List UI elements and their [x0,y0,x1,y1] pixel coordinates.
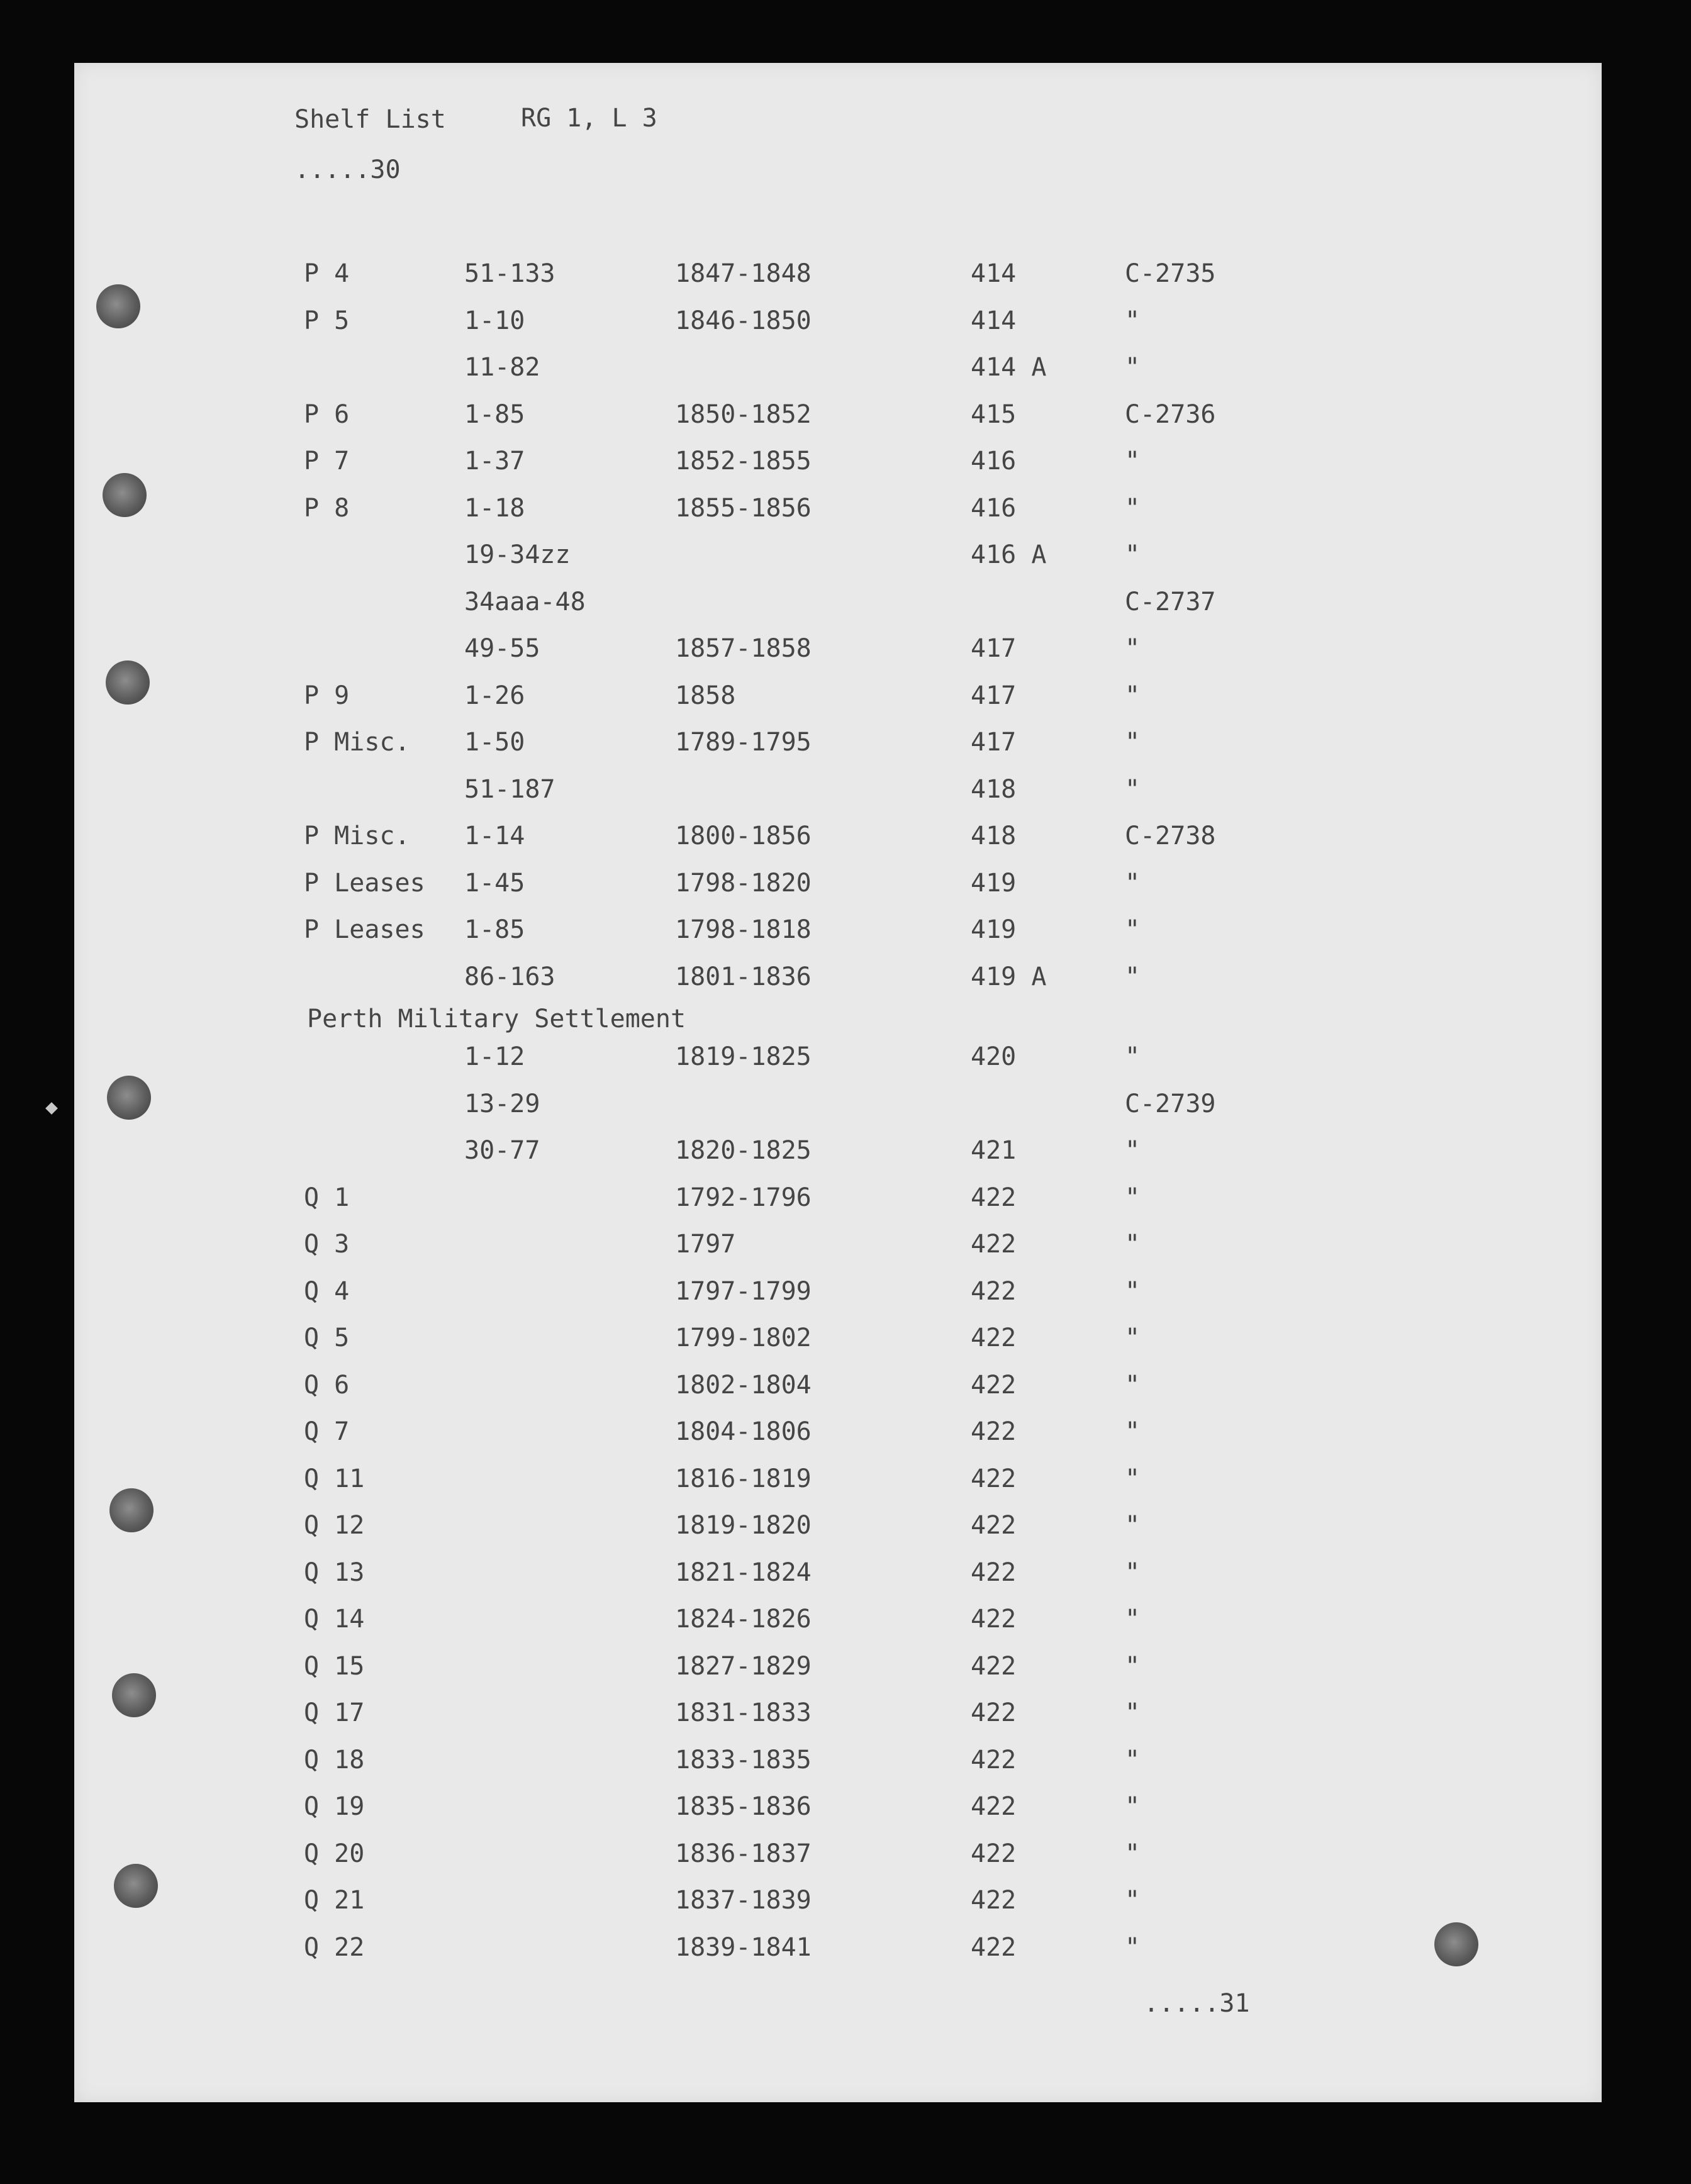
table-cell-c4: 422 [971,1932,1017,1962]
table-cell-c3: 1799-1802 [675,1323,812,1352]
table-cell-c3: 1792-1796 [675,1183,812,1212]
table-cell-c5: " [1125,1276,1141,1306]
table-cell-c1: Q 12 [304,1511,365,1540]
table-cell-c5: C-2738 [1125,822,1216,850]
document-title: Shelf List [294,105,446,134]
table-cell-c2: 1-45 [464,868,525,898]
table-cell-c5: " [1125,447,1141,476]
table-cell-c4: 422 [971,1651,1017,1681]
table-cell-c4: 422 [971,1323,1017,1352]
table-cell-c4: 417 [971,634,1017,663]
table-cell-c3: 1827-1829 [675,1651,812,1681]
table-cell-c3: 1824-1826 [675,1605,812,1634]
table-cell-c4: 414 A [971,353,1047,382]
table-cell-c4: 422 [971,1183,1017,1212]
table-cell-c3: 1855-1856 [675,493,812,523]
table-cell-c5: " [1125,306,1141,335]
section-heading: Perth Military Settlement [307,1005,686,1034]
table-cell-c1: Q 6 [304,1370,350,1400]
table-cell-c1: P 9 [304,681,350,710]
table-cell-c4: 414 [971,306,1017,335]
table-cell-c1: Q 15 [304,1651,365,1681]
table-cell-c2: 34aaa-48 [464,587,586,616]
table-cell-c4: 418 [971,822,1017,850]
table-cell-c5: " [1125,681,1141,710]
table-cell-c3: 1846-1850 [675,306,812,335]
table-cell-c1: Q 7 [304,1417,350,1446]
continued-to-page: .....31 [1144,1989,1250,2018]
table-cell-c5: " [1125,868,1141,898]
table-cell-c2: 1-50 [464,728,525,757]
table-cell-c2: 1-14 [464,822,525,850]
table-cell-c1: Q 14 [304,1605,365,1634]
table-cell-c5: " [1125,1839,1141,1868]
table-cell-c4: 422 [971,1370,1017,1400]
table-cell-c1: Q 20 [304,1839,365,1868]
table-cell-c3: 1797 [675,1230,736,1259]
table-cell-c5: " [1125,774,1141,804]
table-cell-c1: P 8 [304,493,350,523]
table-cell-c1: P 4 [304,259,350,288]
punch-hole [1434,1922,1478,1966]
table-cell-c5: " [1125,1370,1141,1400]
table-cell-c3: 1802-1804 [675,1370,812,1400]
table-cell-c5: " [1125,1698,1141,1727]
table-cell-c2: 49-55 [464,634,540,663]
table-cell-c5: " [1125,1745,1141,1774]
table-cell-c4: 420 [971,1042,1017,1071]
table-cell-c4: 422 [971,1605,1017,1634]
table-cell-c3: 1801-1836 [675,962,812,991]
table-cell-c3: 1821-1824 [675,1557,812,1587]
punch-hole [96,284,140,328]
table-cell-c4: 416 A [971,540,1047,569]
table-cell-c4: 422 [971,1698,1017,1727]
table-cell-c3: 1847-1848 [675,259,812,288]
continued-from-page: .....30 [294,155,401,184]
table-cell-c1: Q 5 [304,1323,350,1352]
scan-mark [45,1102,58,1115]
table-cell-c4: 422 [971,1557,1017,1587]
table-cell-c5: " [1125,1464,1141,1493]
table-cell-c5: " [1125,1932,1141,1962]
table-cell-c1: Q 18 [304,1745,365,1774]
punch-hole [114,1864,158,1908]
table-cell-c1: Q 19 [304,1792,365,1821]
table-cell-c1: P 5 [304,306,350,335]
table-cell-c2: 51-133 [464,259,555,288]
table-cell-c5: " [1125,540,1141,569]
table-cell-c2: 19-34zz [464,540,571,569]
table-cell-c3: 1816-1819 [675,1464,812,1493]
record-group-reference: RG 1, L 3 [521,104,657,133]
table-cell-c1: Q 22 [304,1932,365,1962]
table-cell-c5: " [1125,1230,1141,1259]
table-cell-c5: C-2737 [1125,587,1216,616]
table-cell-c4: 421 [971,1136,1017,1165]
table-cell-c3: 1837-1839 [675,1886,812,1915]
table-cell-c3: 1819-1820 [675,1511,812,1540]
table-cell-c1: Q 13 [304,1557,365,1587]
table-cell-c5: " [1125,1511,1141,1540]
table-cell-c3: 1804-1806 [675,1417,812,1446]
punch-hole [106,660,150,705]
table-cell-c3: 1852-1855 [675,447,812,476]
table-cell-c3: 1858 [675,681,736,710]
table-cell-c5: C-2739 [1125,1089,1216,1118]
table-cell-c2: 1-18 [464,493,525,523]
table-cell-c2: 11-82 [464,353,540,382]
table-cell-c2: 1-85 [464,399,525,429]
table-cell-c3: 1850-1852 [675,399,812,429]
table-cell-c4: 422 [971,1276,1017,1306]
table-cell-c2: 13-29 [464,1089,540,1118]
table-cell-c5: C-2736 [1125,399,1216,429]
table-cell-c3: 1797-1799 [675,1276,812,1306]
table-cell-c1: Q 21 [304,1886,365,1915]
table-cell-c3: 1820-1825 [675,1136,812,1165]
table-cell-c3: 1798-1820 [675,868,812,898]
table-cell-c5: " [1125,962,1141,991]
table-cell-c4: 422 [971,1417,1017,1446]
table-cell-c1: P 6 [304,399,350,429]
table-cell-c3: 1836-1837 [675,1839,812,1868]
table-cell-c4: 414 [971,259,1017,288]
table-cell-c4: 422 [971,1792,1017,1821]
table-cell-c4: 422 [971,1839,1017,1868]
punch-hole [103,473,147,517]
table-cell-c2: 1-37 [464,447,525,476]
table-cell-c1: Q 3 [304,1230,350,1259]
table-cell-c1: Q 1 [304,1183,350,1212]
table-cell-c1: Q 17 [304,1698,365,1727]
table-cell-c1: P Misc. [304,822,410,850]
table-cell-c4: 418 [971,774,1017,804]
table-cell-c5: " [1125,1136,1141,1165]
table-cell-c4: 422 [971,1464,1017,1493]
table-cell-c4: 416 [971,447,1017,476]
table-cell-c1: P Leases [304,868,425,898]
table-cell-c3: 1831-1833 [675,1698,812,1727]
table-cell-c3: 1835-1836 [675,1792,812,1821]
table-cell-c5: " [1125,1417,1141,1446]
table-cell-c5: " [1125,728,1141,757]
table-cell-c3: 1798-1818 [675,915,812,944]
table-cell-c5: " [1125,634,1141,663]
table-cell-c2: 1-12 [464,1042,525,1071]
table-cell-c3: 1800-1856 [675,822,812,850]
table-cell-c5: " [1125,493,1141,523]
table-cell-c5: " [1125,1557,1141,1587]
table-cell-c4: 417 [971,681,1017,710]
table-cell-c4: 422 [971,1745,1017,1774]
table-cell-c3: 1819-1825 [675,1042,812,1071]
table-cell-c4: 415 [971,399,1017,429]
table-cell-c5: " [1125,1183,1141,1212]
table-cell-c5: " [1125,915,1141,944]
table-cell-c3: 1857-1858 [675,634,812,663]
table-cell-c5: " [1125,1042,1141,1071]
table-cell-c4: 422 [971,1511,1017,1540]
table-cell-c1: P Misc. [304,728,410,757]
table-cell-c4: 422 [971,1886,1017,1915]
table-cell-c4: 419 [971,915,1017,944]
table-cell-c2: 51-187 [464,774,555,804]
table-cell-c4: 416 [971,493,1017,523]
table-cell-c4: 419 A [971,962,1047,991]
table-cell-c2: 86-163 [464,962,555,991]
table-cell-c1: Q 4 [304,1276,350,1306]
table-cell-c5: C-2735 [1125,259,1216,288]
table-cell-c5: " [1125,1886,1141,1915]
punch-hole [109,1488,153,1532]
table-cell-c5: " [1125,1605,1141,1634]
table-cell-c1: P Leases [304,915,425,944]
document-page [74,63,1602,2102]
table-cell-c5: " [1125,353,1141,382]
table-cell-c5: " [1125,1323,1141,1352]
table-cell-c4: 419 [971,868,1017,898]
table-cell-c4: 422 [971,1230,1017,1259]
table-cell-c4: 417 [971,728,1017,757]
table-cell-c3: 1789-1795 [675,728,812,757]
table-cell-c2: 1-10 [464,306,525,335]
table-cell-c1: Q 11 [304,1464,365,1493]
table-cell-c2: 30-77 [464,1136,540,1165]
table-cell-c1: P 7 [304,447,350,476]
punch-hole [107,1076,151,1120]
table-cell-c5: " [1125,1792,1141,1821]
table-cell-c3: 1839-1841 [675,1932,812,1962]
table-cell-c3: 1833-1835 [675,1745,812,1774]
punch-hole [112,1673,156,1717]
table-cell-c2: 1-85 [464,915,525,944]
table-cell-c5: " [1125,1651,1141,1681]
table-cell-c2: 1-26 [464,681,525,710]
